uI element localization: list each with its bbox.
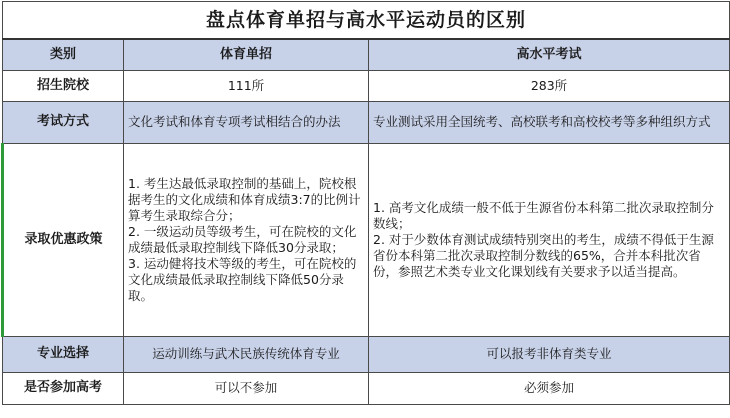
row-label-exam-method: 考试方式 <box>3 101 124 143</box>
row-label-admission-policy: 录取优惠政策 <box>3 143 124 336</box>
table-row <box>3 101 730 143</box>
table-row <box>3 70 730 101</box>
table-row <box>3 372 730 404</box>
cell-gsp-major: 可以报考非体育类专业 <box>369 336 730 372</box>
gsp-policy-text: 1. 高考文化成绩一般不低于生源省份本科第二批次录取控制分数线； 2. 对于少数体育测试成绩特别突出的考生，成绩不得低于生源省份本科第二批次录取控制分数线的65%，合并本科批次省份，参照艺术类专业文化课划线有关要求予以适当提高。 <box>373 199 714 279</box>
table-row <box>3 143 730 336</box>
header-gaoshuiping: 高水平考试 <box>369 39 730 70</box>
cell-gsp-exam-method: 专业测试采用全国统考、高校联考和高校校考等多种组织方式 <box>369 101 730 143</box>
cell-tiyu-schools: 111所 <box>124 70 369 101</box>
cell-gsp-gaokao: 必须参加 <box>369 372 730 404</box>
cell-gsp-admission-policy <box>369 143 730 336</box>
cell-tiyu-admission-policy <box>124 143 369 336</box>
table-row <box>3 336 730 372</box>
cell-gsp-schools: 283所 <box>369 70 730 101</box>
row-label-major: 专业选择 <box>3 336 124 372</box>
comparison-table <box>1 1 730 405</box>
tiyu-policy-text: 1. 考生达最低录取控制的基础上，院校根据考生的文化成绩和体育成绩3:7的比例计算考生录取综合分； 2. 一级运动员等级考生，可在院校的文化成绩最低录取控制线下降低30分录取； 3. 运动健将技术等级的考生，可在院校的文化成绩最低录取控制线下降低50分录取。 <box>128 175 361 303</box>
cell-tiyu-exam-method: 文化考试和体育专项考试相结合的办法 <box>124 101 369 143</box>
row-label-schools: 招生院校 <box>3 70 124 101</box>
cell-tiyu-gaokao: 可以不参加 <box>124 372 369 404</box>
row-label-gaokao: 是否参加高考 <box>3 372 124 404</box>
header-category: 类别 <box>3 39 124 70</box>
cell-tiyu-major: 运动训练与武术民族传统体育专业 <box>124 336 369 372</box>
header-tiyu-danzhao: 体育单招 <box>124 39 369 70</box>
table-title: 盘点体育单招与高水平运动员的区别 <box>3 2 730 40</box>
